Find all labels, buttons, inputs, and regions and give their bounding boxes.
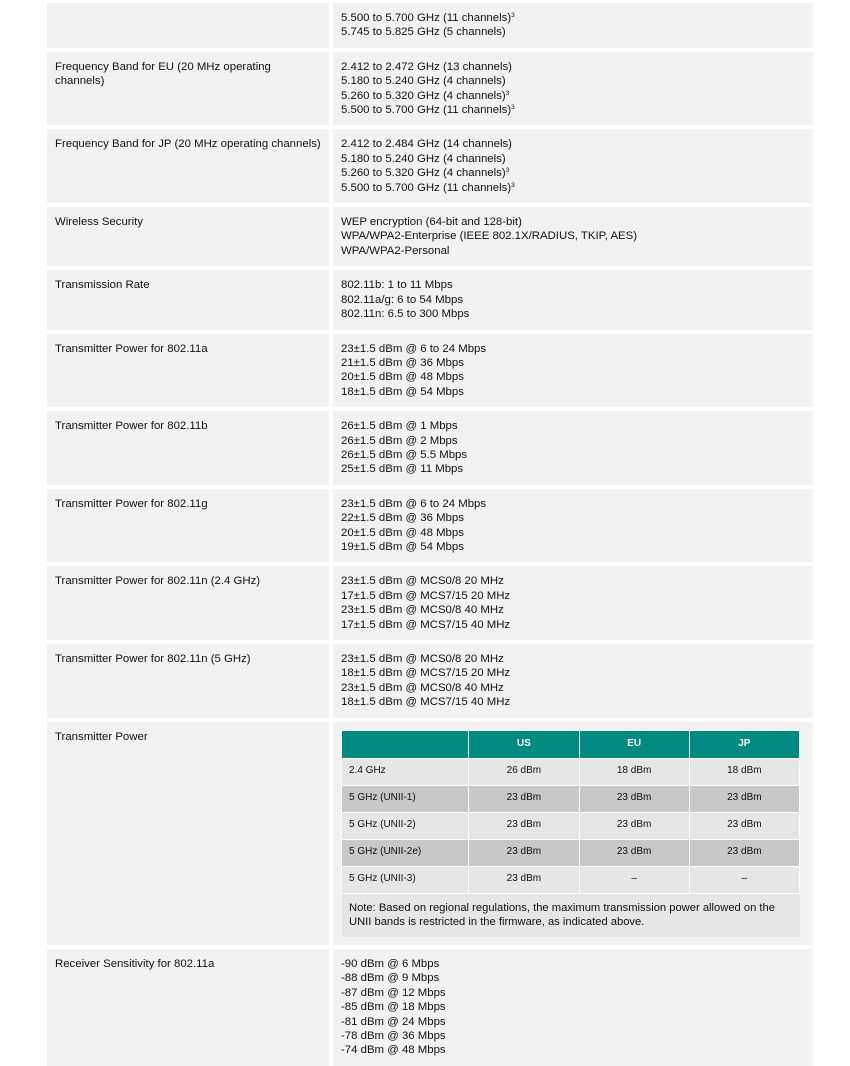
- table-row: [342, 840, 799, 866]
- table-header-cell: [342, 731, 468, 758]
- table-cell: 23 dBm: [469, 786, 578, 812]
- spec-value: [333, 949, 813, 1066]
- spec-value: [333, 644, 813, 718]
- spec-value-line: [341, 971, 805, 985]
- table-cell: 23 dBm: [580, 786, 689, 812]
- spec-label: Transmitter Power for 802.11g: [55, 497, 208, 510]
- spec-value-text: 20±1.5 dBm @ 48 Mbps: [341, 526, 464, 539]
- spec-label: [47, 3, 329, 48]
- spec-value-line: [341, 137, 805, 151]
- table-cell: 23 dBm: [580, 813, 689, 839]
- spec-value-text: 26±1.5 dBm @ 5.5 Mbps: [341, 448, 468, 461]
- spec-label: Transmitter Power: [55, 730, 148, 743]
- table-cell: 5 GHz (UNII-2e): [342, 840, 468, 866]
- spec-value-line: [341, 695, 805, 709]
- spec-value-line: [341, 166, 805, 180]
- spec-value-text: 2.412 to 2.472 GHz (13 channels): [341, 60, 512, 73]
- table-header-row: [342, 731, 799, 758]
- spec-value-line: [341, 986, 805, 1000]
- spec-row: [47, 52, 813, 126]
- spec-value-text: 26±1.5 dBm @ 2 Mbps: [341, 434, 458, 447]
- spec-value-text: 5.500 to 5.700 GHz (11 channels): [341, 181, 512, 194]
- footnote-marker: 3: [511, 104, 515, 112]
- spec-value-line: [341, 666, 805, 680]
- spec-value: [333, 3, 813, 48]
- table-cell: 26 dBm: [469, 759, 578, 785]
- spec-value-text: 18±1.5 dBm @ 54 Mbps: [341, 385, 464, 398]
- spec-value-text: 802.11a/g: 6 to 54 Mbps: [341, 293, 464, 306]
- spec-value-text: 5.180 to 5.240 GHz (4 channels): [341, 152, 506, 165]
- spec-value-text: -90 dBm @ 6 Mbps: [341, 958, 440, 971]
- spec-value-text: 17±1.5 dBm @ MCS7/15 40 MHz: [341, 618, 511, 631]
- spec-value-line: [341, 244, 805, 258]
- spec-value-line: [341, 1000, 805, 1014]
- spec-value-line: [341, 603, 805, 617]
- table-cell: 23 dBm: [469, 813, 578, 839]
- spec-value-text: 19±1.5 dBm @ 54 Mbps: [341, 540, 464, 553]
- spec-value-line: [341, 419, 805, 433]
- table-cell: 5 GHz (UNII-1): [342, 786, 468, 812]
- table-cell: 2.4 GHz: [342, 759, 468, 785]
- spec-value-line: [341, 103, 805, 117]
- table-cell: –: [690, 867, 799, 893]
- spec-value-text: 18±1.5 dBm @ MCS7/15 20 MHz: [341, 667, 511, 680]
- spec-value-line: [341, 60, 805, 74]
- spec-value-text: 22±1.5 dBm @ 36 Mbps: [341, 512, 464, 525]
- table-row: [342, 786, 799, 812]
- table-row: [342, 867, 799, 893]
- transmitter-power-block: [342, 730, 805, 937]
- spec-value-text: 23±1.5 dBm @ MCS0/8 20 MHz: [341, 575, 504, 588]
- spec-value-line: [341, 574, 805, 588]
- spec-value-line: [341, 957, 805, 971]
- spec-row-transmitter-power: [47, 722, 813, 945]
- spec-value-line: [341, 589, 805, 603]
- spec-value-line: [341, 11, 805, 25]
- spec-value-line: [341, 434, 805, 448]
- spec-value-text: 802.11b: 1 to 11 Mbps: [341, 279, 453, 292]
- table-cell: 23 dBm: [690, 813, 799, 839]
- spec-value-text: 2.412 to 2.484 GHz (14 channels): [341, 138, 512, 151]
- spec-value-text: 5.260 to 5.320 GHz (4 channels): [341, 89, 506, 102]
- spec-value-text: 802.11n: 6.5 to 300 Mbps: [341, 308, 470, 321]
- spec-value-line: [341, 681, 805, 695]
- table-cell: –: [580, 867, 689, 893]
- spec-value-line: [341, 448, 805, 462]
- spec-value-line: [341, 618, 805, 632]
- spec-row: [47, 3, 813, 48]
- spec-value-text: 5.260 to 5.320 GHz (4 channels): [341, 167, 506, 180]
- table-note: Note: Based on regional regulations, the maximum transmission power allowed on the UNII bands is restricted in the firmware, as indicated above.: [342, 894, 800, 937]
- spec-label: Transmitter Power for 802.11a: [55, 342, 208, 355]
- spec-label: Frequency Band for JP (20 MHz operating channels): [55, 138, 321, 151]
- spec-value-line: [341, 356, 805, 370]
- spec-row: [47, 129, 813, 203]
- spec-label: Transmission Rate: [55, 279, 150, 292]
- spec-value-line: [341, 462, 805, 476]
- spec-row: [47, 644, 813, 718]
- table-cell: 5 GHz (UNII-3): [342, 867, 468, 893]
- spec-value-text: 21±1.5 dBm @ 36 Mbps: [341, 356, 464, 369]
- spec-value-line: [341, 307, 805, 321]
- spec-value-text: WPA/WPA2-Enterprise (IEEE 802.1X/RADIUS, TKIP, AES): [341, 230, 638, 243]
- spec-value-text: 23±1.5 dBm @ MCS0/8 40 MHz: [341, 681, 504, 694]
- spec-value: [333, 129, 813, 203]
- spec-label: Transmitter Power for 802.11n (5 GHz): [55, 653, 251, 665]
- table-cell: 23 dBm: [469, 840, 578, 866]
- spec-row: [47, 566, 813, 640]
- spec-row: [47, 411, 813, 485]
- spec-value: [333, 207, 813, 266]
- spec-value: [333, 270, 813, 329]
- table-cell: 18 dBm: [580, 759, 689, 785]
- spec-value-text: WPA/WPA2-Personal: [341, 244, 450, 257]
- spec-value-text: 17±1.5 dBm @ MCS7/15 20 MHz: [341, 589, 511, 602]
- table-row: [342, 813, 799, 839]
- spec-value-line: [341, 215, 805, 229]
- spec-value-line: [341, 1015, 805, 1029]
- table-header-cell: US: [469, 731, 578, 758]
- spec-label: Transmitter Power for 802.11n (2.4 GHz): [55, 575, 261, 588]
- spec-value-line: [341, 540, 805, 554]
- table-cell: 5 GHz (UNII-2): [342, 813, 468, 839]
- table-header-cell: EU: [580, 731, 689, 758]
- spec-value-line: [341, 89, 805, 103]
- table-cell: 18 dBm: [690, 759, 799, 785]
- table-cell: 23 dBm: [690, 840, 799, 866]
- spec-label: Frequency Band for EU (20 MHz operating channels): [55, 60, 271, 88]
- spec-value-text: 25±1.5 dBm @ 11 Mbps: [341, 463, 464, 476]
- spec-label: Transmitter Power for 802.11b: [55, 420, 208, 433]
- spec-value-text: 5.500 to 5.700 GHz (11 channels): [341, 104, 512, 117]
- spec-value-text: 23±1.5 dBm @ MCS0/8 40 MHz: [341, 604, 504, 617]
- spec-value-text: 5.180 to 5.240 GHz (4 channels): [341, 75, 506, 88]
- spec-value-line: [341, 229, 805, 243]
- spec-value-line: [341, 1029, 805, 1043]
- spec-value-text: -88 dBm @ 9 Mbps: [341, 972, 440, 985]
- footnote-marker: 3: [511, 12, 515, 19]
- table-row: [342, 759, 799, 785]
- spec-value-line: [341, 652, 805, 666]
- spec-label: Wireless Security: [55, 216, 143, 229]
- spec-value-text: 23±1.5 dBm @ 6 to 24 Mbps: [341, 342, 487, 355]
- table-cell: 23 dBm: [469, 867, 578, 893]
- spec-value-line: [341, 1043, 805, 1057]
- spec-value: [333, 411, 813, 485]
- table-cell: 23 dBm: [690, 786, 799, 812]
- spec-value-text: -87 dBm @ 12 Mbps: [341, 986, 446, 999]
- spec-row: [47, 334, 813, 408]
- spec-value: [333, 489, 813, 563]
- transmitter-power-table: [341, 730, 800, 894]
- spec-value-text: 23±1.5 dBm @ 6 to 24 Mbps: [341, 497, 487, 510]
- spec-value: [333, 566, 813, 640]
- spec-value-line: [341, 342, 805, 356]
- spec-value-text: -85 dBm @ 18 Mbps: [341, 1001, 446, 1014]
- spec-row: [47, 489, 813, 563]
- footnote-marker: 3: [505, 167, 510, 175]
- spec-row: [47, 270, 813, 329]
- spec-value: [333, 52, 813, 126]
- spec-value: [333, 334, 813, 408]
- spec-value-text: 26±1.5 dBm @ 1 Mbps: [341, 420, 458, 433]
- spec-value-line: [341, 152, 805, 166]
- spec-value-text: -78 dBm @ 36 Mbps: [341, 1030, 446, 1043]
- spec-value-line: [341, 511, 805, 525]
- spec-value-text: 5.745 to 5.825 GHz (5 channels): [341, 26, 506, 39]
- table-header-cell: JP: [690, 731, 799, 758]
- spec-value-line: [341, 385, 805, 399]
- spec-label: Receiver Sensitivity for 802.11a: [55, 958, 215, 971]
- spec-value-text: -81 dBm @ 24 Mbps: [341, 1015, 446, 1028]
- spec-value-line: [341, 25, 805, 39]
- spec-value-line: [341, 497, 805, 511]
- footnote-marker: 3: [511, 181, 515, 189]
- spec-value-text: -74 dBm @ 48 Mbps: [341, 1044, 446, 1057]
- spec-value-text: 5.500 to 5.700 GHz (11 channels): [341, 12, 512, 24]
- spec-value-line: [341, 278, 805, 292]
- spec-value-line: [341, 74, 805, 88]
- spec-value-line: [341, 293, 805, 307]
- spec-value-text: WEP encryption (64-bit and 128-bit): [341, 216, 522, 229]
- spec-value-line: [341, 526, 805, 540]
- table-cell: 23 dBm: [580, 840, 689, 866]
- spec-value-line: [341, 181, 805, 195]
- footnote-marker: 3: [505, 89, 510, 97]
- spec-value-text: 18±1.5 dBm @ MCS7/15 40 MHz: [341, 696, 511, 709]
- spec-row-receiver-sensitivity: [47, 949, 813, 1066]
- spec-value-text: 23±1.5 dBm @ MCS0/8 20 MHz: [341, 653, 504, 665]
- spec-row: [47, 207, 813, 266]
- spec-value: [333, 722, 813, 945]
- spec-value-text: 20±1.5 dBm @ 48 Mbps: [341, 371, 464, 384]
- spec-table: [47, 3, 813, 1066]
- spec-value-line: [341, 370, 805, 384]
